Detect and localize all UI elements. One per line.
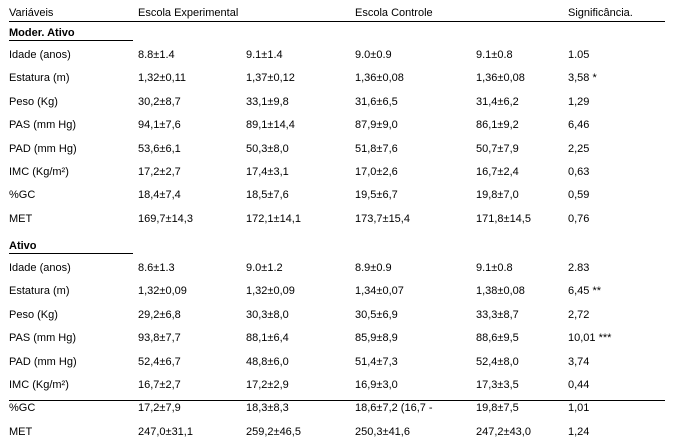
row-label: %GC <box>9 402 36 414</box>
row-ctrl-col1: 85,9±8,9 <box>355 332 398 344</box>
row-ctrl-col1: 31,6±6,5 <box>355 96 398 108</box>
row-exp-col2: 18,3±8,3 <box>246 402 289 414</box>
row-exp-col1: 16,7±2,7 <box>138 379 181 391</box>
row-exp-col2: 88,1±6,4 <box>246 332 289 344</box>
header-significance: Significância. <box>568 7 633 19</box>
row-significance: 3,74 <box>568 356 590 368</box>
row-significance: 1,29 <box>568 96 590 108</box>
row-ctrl-col1: 30,5±6,9 <box>355 309 398 321</box>
row-label: PAS (mm Hg) <box>9 332 77 344</box>
row-significance: 0,44 <box>568 379 590 391</box>
table-bottom-rule <box>9 400 665 401</box>
row-label: MET <box>9 213 33 225</box>
row-significance: 0,59 <box>568 189 590 201</box>
section-title: Ativo <box>9 240 37 252</box>
row-ctrl-col2: 9.1±0.8 <box>476 49 513 61</box>
row-exp-col2: 9.0±1.2 <box>246 262 283 274</box>
row-exp-col2: 18,5±7,6 <box>246 189 289 201</box>
row-ctrl-col1: 173,7±15,4 <box>355 213 410 225</box>
row-ctrl-col1: 1,36±0,08 <box>355 72 404 84</box>
row-exp-col1: 1,32±0,09 <box>138 285 187 297</box>
row-ctrl-col2: 1,36±0,08 <box>476 72 525 84</box>
row-exp-col1: 94,1±7,6 <box>138 119 181 131</box>
row-exp-col2: 48,8±6,0 <box>246 356 289 368</box>
row-significance: 1.05 <box>568 49 590 61</box>
row-ctrl-col2: 247,2±43,0 <box>476 426 531 438</box>
row-significance: 3,58 * <box>568 72 597 84</box>
row-exp-col1: 18,4±7,4 <box>138 189 181 201</box>
row-label: PAS (mm Hg) <box>9 119 77 131</box>
row-ctrl-col1: 9.0±0.9 <box>355 49 392 61</box>
row-ctrl-col1: 17,0±2,6 <box>355 166 398 178</box>
row-label: Peso (Kg) <box>9 96 58 108</box>
row-ctrl-col1: 51,4±7,3 <box>355 356 398 368</box>
header-experimental-school: Escola Experimental <box>138 7 239 19</box>
row-ctrl-col2: 19,8±7,0 <box>476 189 519 201</box>
row-ctrl-col2: 33,3±8,7 <box>476 309 519 321</box>
row-label: IMC (Kg/m²) <box>9 379 69 391</box>
row-label: %GC <box>9 189 36 201</box>
row-significance: 2.83 <box>568 262 590 274</box>
row-exp-col1: 247,0±31,1 <box>138 426 193 438</box>
row-label: PAD (mm Hg) <box>9 356 77 368</box>
row-exp-col2: 17,4±3,1 <box>246 166 289 178</box>
row-ctrl-col2: 171,8±14,5 <box>476 213 531 225</box>
row-ctrl-col2: 16,7±2,4 <box>476 166 519 178</box>
row-exp-col1: 169,7±14,3 <box>138 213 193 225</box>
row-significance: 10,01 *** <box>568 332 612 344</box>
row-label: Estatura (m) <box>9 285 70 297</box>
row-exp-col1: 1,32±0,11 <box>138 72 187 84</box>
row-exp-col1: 30,2±8,7 <box>138 96 181 108</box>
row-exp-col1: 17,2±2,7 <box>138 166 181 178</box>
row-exp-col1: 93,8±7,7 <box>138 332 181 344</box>
row-exp-col2: 9.1±1.4 <box>246 49 283 61</box>
row-significance: 1,24 <box>568 426 590 438</box>
row-ctrl-col2: 1,38±0,08 <box>476 285 525 297</box>
row-significance: 0,76 <box>568 213 590 225</box>
row-exp-col2: 1,32±0,09 <box>246 285 295 297</box>
row-label: IMC (Kg/m²) <box>9 166 69 178</box>
row-exp-col1: 17,2±7,9 <box>138 402 181 414</box>
row-significance: 6,45 ** <box>568 285 602 297</box>
row-exp-col1: 53,6±6,1 <box>138 143 181 155</box>
row-significance: 6,46 <box>568 119 590 131</box>
row-ctrl-col1: 16,9±3,0 <box>355 379 398 391</box>
header-variables: Variáveis <box>9 7 54 19</box>
row-ctrl-col1: 51,8±7,6 <box>355 143 398 155</box>
row-ctrl-col2: 50,7±7,9 <box>476 143 519 155</box>
row-label: Idade (anos) <box>9 49 71 61</box>
row-exp-col2: 17,2±2,9 <box>246 379 289 391</box>
row-exp-col2: 30,3±8,0 <box>246 309 289 321</box>
row-ctrl-col1: 87,9±9,0 <box>355 119 398 131</box>
row-ctrl-col1: 19,5±6,7 <box>355 189 398 201</box>
row-exp-col1: 52,4±6,7 <box>138 356 181 368</box>
row-ctrl-col1: 18,6±7,2 (16,7 - <box>355 402 433 414</box>
row-label: PAD (mm Hg) <box>9 143 77 155</box>
row-exp-col2: 89,1±14,4 <box>246 119 295 131</box>
row-significance: 0,63 <box>568 166 590 178</box>
row-significance: 2,72 <box>568 309 590 321</box>
row-exp-col2: 259,2±46,5 <box>246 426 301 438</box>
row-exp-col2: 50,3±8,0 <box>246 143 289 155</box>
row-label: Peso (Kg) <box>9 309 58 321</box>
row-ctrl-col1: 8.9±0.9 <box>355 262 392 274</box>
row-label: MET <box>9 426 33 438</box>
row-ctrl-col2: 9.1±0.8 <box>476 262 513 274</box>
row-ctrl-col2: 52,4±8,0 <box>476 356 519 368</box>
row-ctrl-col2: 17,3±3,5 <box>476 379 519 391</box>
row-exp-col2: 172,1±14,1 <box>246 213 301 225</box>
row-ctrl-col2: 88,6±9,5 <box>476 332 519 344</box>
row-significance: 1,01 <box>568 402 590 414</box>
row-ctrl-col2: 31,4±6,2 <box>476 96 519 108</box>
section-title: Moder. Ativo <box>9 27 75 39</box>
row-exp-col1: 8.8±1.4 <box>138 49 175 61</box>
row-exp-col2: 1,37±0,12 <box>246 72 295 84</box>
row-ctrl-col2: 19,8±7,5 <box>476 402 519 414</box>
row-exp-col1: 8.6±1.3 <box>138 262 175 274</box>
row-exp-col1: 29,2±6,8 <box>138 309 181 321</box>
row-exp-col2: 33,1±9,8 <box>246 96 289 108</box>
row-label: Estatura (m) <box>9 72 70 84</box>
row-significance: 2,25 <box>568 143 590 155</box>
header-rule <box>9 21 665 22</box>
row-ctrl-col1: 1,34±0,07 <box>355 285 404 297</box>
row-label: Idade (anos) <box>9 262 71 274</box>
row-ctrl-col2: 86,1±9,2 <box>476 119 519 131</box>
row-ctrl-col1: 250,3±41,6 <box>355 426 410 438</box>
section-rule <box>9 40 133 41</box>
section-rule <box>9 253 133 254</box>
header-control-school: Escola Controle <box>355 7 433 19</box>
